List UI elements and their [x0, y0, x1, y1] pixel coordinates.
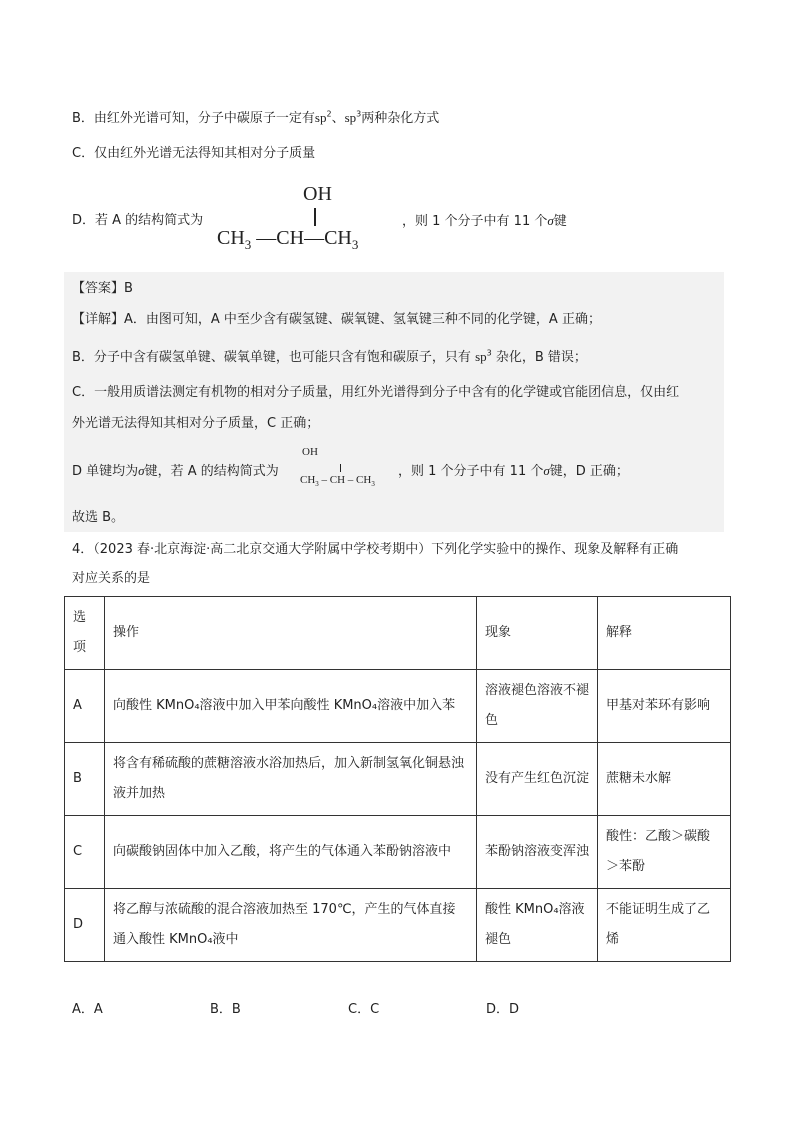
detail-line-4: 外光谱无法得知其相对分子质量，C 正确；: [72, 416, 320, 431]
sp3-sup: 3: [356, 109, 362, 119]
choice-b: B．B: [210, 1002, 241, 1017]
sp3-label: sp: [344, 110, 357, 125]
header-phenomenon: 现象: [477, 597, 598, 670]
q4-stem-line-2: 对应关系的是: [72, 571, 151, 586]
sp-label: sp: [314, 110, 327, 125]
separator: 、: [331, 111, 345, 126]
detail-line-1: 【详解】A．由图可知，A 中至少含有碳氢键、碳氧键、氢氧键三种不同的化学键，A 正确；: [72, 312, 601, 327]
detail-line-5-pre: D 单键均为: [72, 464, 139, 479]
table-header-row: [65, 597, 731, 670]
row-phenomenon: 酸性 KMnO₄溶液褪色: [477, 889, 598, 962]
option-b-text: B．由红外光谱可知，分子中碳原子一定有: [72, 111, 315, 126]
row-option: C: [65, 816, 105, 889]
formula-main-chain: [217, 227, 358, 250]
option-d-post: ，则 1 个分子中有 11 个: [402, 214, 548, 229]
formula-sub-right: 3: [351, 237, 359, 252]
sp2-sup: 2: [326, 109, 332, 119]
row-phenomenon: 苯酚钠溶液变浑浊: [477, 816, 598, 889]
table-row: [65, 670, 731, 743]
formula-bond-2: —: [304, 227, 325, 249]
row-phenomenon: 溶液褪色溶液不褪色: [477, 670, 598, 743]
header-explanation: 解释: [598, 597, 731, 670]
sigma-symbol: σ: [547, 213, 554, 228]
detail-line-2-pre: B．分子中含有碳氢单键、碳氧单键，也可能只含有饱和碳原子，只有: [72, 350, 471, 365]
small-sub-right: 3: [371, 480, 375, 489]
q4-stem-line-1: 4．（2023 春·北京海淀·高二北京交通大学附属中学校考期中）下列化学实验中的操作、现象及解释有正确: [72, 542, 679, 557]
conclusion: 故选 B。: [72, 510, 125, 525]
table-row: [65, 743, 731, 816]
option-b-tail: 两种杂化方式: [361, 111, 440, 126]
answer-label: 【答案】B: [72, 281, 133, 296]
formula-ch3-right: CH: [324, 227, 352, 249]
option-d-tail: 键: [553, 214, 567, 229]
choice-a: A．A: [72, 1002, 103, 1017]
detail-sp-sup: 3: [486, 348, 492, 358]
formula-ch3-left: CH: [217, 227, 245, 249]
row-option: D: [65, 889, 105, 962]
header-option: 选项: [65, 597, 105, 670]
row-phenomenon: 没有产生红色沉淀: [477, 743, 598, 816]
row-option: A: [65, 670, 105, 743]
row-explanation: 蔗糖未水解: [598, 743, 731, 816]
row-explanation: 酸性：乙酸＞碳酸＞苯酚: [598, 816, 731, 889]
detail-line-5-suffix: [398, 461, 629, 482]
q4-table: [64, 596, 731, 962]
row-operation: 将乙醇与浓硫酸的混合溶液加热至 170℃，产生的气体直接通入酸性 KMnO₄液中: [105, 889, 477, 962]
row-option: B: [65, 743, 105, 816]
isopropanol-formula: [215, 183, 395, 253]
option-b: [72, 108, 439, 129]
detail-line-2-post: 杂化，B 错误；: [495, 350, 587, 365]
row-operation: 将含有稀硫酸的蔗糖溶液水浴加热后，加入新制氢氧化铜悬浊液并加热: [105, 743, 477, 816]
row-operation: 向酸性 KMnO₄溶液中加入甲苯向酸性 KMnO₄溶液中加入苯: [105, 670, 477, 743]
detail-line-5-post: ，则 1 个分子中有 11 个: [398, 464, 544, 479]
detail-line-5: [72, 461, 279, 482]
detail-sigma-2: σ: [543, 463, 550, 478]
option-c: C．仅由红外光谱无法得知其相对分子质量: [72, 146, 316, 161]
small-formula-bond: [340, 464, 341, 472]
detail-sigma-1: σ: [138, 463, 145, 478]
header-operation: 操作: [105, 597, 477, 670]
small-formula-chain: [300, 474, 375, 489]
small-ch3-left: CH: [300, 474, 316, 486]
small-sub-left: 3: [315, 480, 319, 489]
detail-sp: sp: [475, 349, 487, 364]
table-row: [65, 889, 731, 962]
detail-line-2: [72, 347, 587, 368]
table-row: [65, 816, 731, 889]
small-mid: – CH – CH: [318, 474, 372, 486]
option-d-suffix: [402, 211, 567, 232]
formula-sub-left: 3: [244, 237, 252, 252]
small-formula-oh: OH: [302, 446, 318, 458]
choice-d: D．D: [486, 1002, 520, 1017]
detail-line-5-mid: 键，若 A 的结构简式为: [144, 464, 279, 479]
formula-oh: OH: [303, 183, 332, 205]
option-d-prefix: D．若 A 的结构简式为: [72, 213, 204, 228]
row-operation: 向碳酸钠固体中加入乙酸，将产生的气体通入苯酚钠溶液中: [105, 816, 477, 889]
small-isopropanol-formula: [300, 446, 410, 492]
row-explanation: 甲基对苯环有影响: [598, 670, 731, 743]
formula-bond-1: —: [256, 227, 277, 249]
formula-ch: CH: [276, 227, 305, 249]
detail-line-3: C．一般用质谱法测定有机物的相对分子质量，用红外光谱得到分子中含有的化学键或官能团信息，仅由红: [72, 385, 680, 400]
choice-c: C．C: [348, 1002, 380, 1017]
row-explanation: 不能证明生成了乙烯: [598, 889, 731, 962]
formula-vertical-bond: [314, 208, 316, 226]
detail-line-5-tail: 键，D 正确；: [549, 464, 629, 479]
